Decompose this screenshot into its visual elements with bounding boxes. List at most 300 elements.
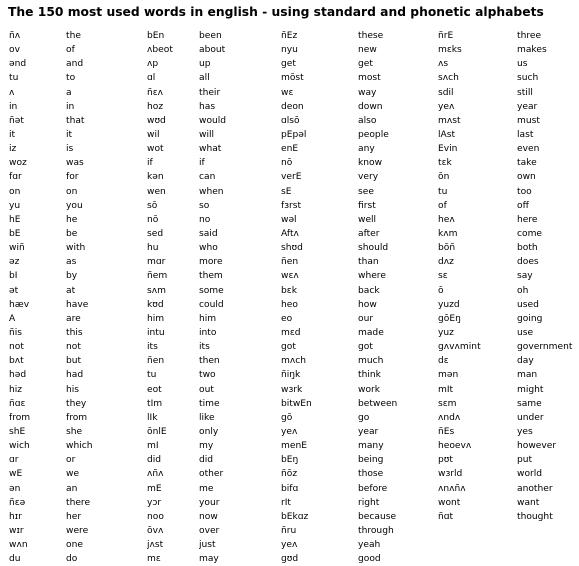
standard-word: under — [517, 412, 544, 423]
phonetic-word: wɛ — [281, 87, 294, 98]
phonetic-word: fɜrst — [281, 200, 302, 211]
standard-word: much — [358, 356, 384, 367]
phonetic-word: tu — [438, 186, 448, 197]
phonetic-word: bɛk — [281, 285, 297, 296]
phonetic-word: mɛks — [438, 45, 462, 56]
phonetic-word: ñʌ — [9, 31, 21, 41]
phonetic-word: mIt — [438, 384, 454, 395]
phonetic-word: yɔr — [147, 497, 162, 508]
standard-word: must — [517, 115, 540, 126]
phonetic-word: sō — [147, 200, 158, 211]
phonetic-word: həd — [9, 370, 27, 381]
phonetic-word: sed — [147, 228, 164, 239]
phonetic-word: sE — [281, 186, 292, 197]
standard-word: do — [66, 554, 78, 565]
phonetic-word: ñrE — [438, 31, 454, 41]
standard-word: might — [517, 384, 544, 395]
standard-word: see — [358, 186, 374, 197]
phonetic-word: ñen — [281, 257, 299, 268]
phonetic-word: it — [9, 129, 16, 140]
standard-word: been — [199, 31, 222, 41]
standard-word: way — [358, 87, 377, 98]
standard-word: oh — [517, 285, 529, 296]
phonetic-word: intu — [147, 327, 165, 338]
phonetic-word: wil — [147, 129, 160, 140]
phonetic-word: fɑr — [9, 172, 22, 183]
standard-word: may — [199, 554, 219, 565]
phonetic-word: lIk — [147, 412, 158, 423]
phonetic-word: on — [9, 186, 21, 197]
phonetic-word: gʊd — [281, 554, 299, 565]
phonetic-word: gʌvʌmint — [438, 342, 481, 353]
standard-word: so — [199, 200, 210, 211]
standard-word: which — [66, 441, 93, 452]
phonetic-word: rIt — [281, 497, 291, 508]
standard-word: our — [358, 313, 374, 324]
phonetic-word: did — [147, 455, 162, 466]
standard-word: all — [199, 73, 210, 84]
standard-word: have — [66, 299, 89, 310]
standard-word: being — [358, 455, 384, 466]
standard-word: another — [517, 483, 553, 494]
standard-word: where — [358, 271, 386, 282]
phonetic-word: ōnlE — [147, 426, 167, 437]
phonetic-word: mōst — [281, 73, 304, 84]
standard-word: than — [358, 257, 379, 268]
phonetic-word: verE — [281, 172, 302, 183]
phonetic-word: mE — [147, 483, 162, 494]
phonetic-word: ñiŋk — [281, 370, 301, 381]
phonetic-word: ət — [9, 285, 19, 296]
phonetic-word: deon — [281, 101, 304, 112]
phonetic-word: sɛ — [438, 271, 448, 282]
phonetic-word: sʌm — [147, 285, 166, 296]
standard-word: off — [517, 200, 529, 211]
phonetic-word: heoevʌ — [438, 441, 472, 452]
standard-word: out — [199, 384, 214, 395]
standard-word: does — [517, 257, 539, 268]
standard-word: were — [66, 525, 89, 536]
phonetic-word: get — [281, 59, 296, 70]
phonetic-word: ō — [438, 285, 444, 296]
standard-word: he — [66, 214, 78, 225]
phonetic-word: ʌp — [147, 59, 159, 70]
phonetic-word: ñɛə — [9, 497, 26, 508]
standard-word: that — [66, 115, 85, 126]
standard-word: an — [66, 483, 78, 494]
phonetic-word: wɜrld — [438, 469, 463, 480]
standard-word: other — [199, 469, 224, 480]
standard-word: can — [199, 172, 216, 183]
phonetic-word: mε — [147, 554, 161, 565]
phonetic-word: tɛk — [438, 158, 452, 169]
page-title: The 150 most used words in english - using standard and phonetic alphabets — [8, 5, 544, 19]
phonetic-word: bōñ — [438, 243, 456, 254]
phonetic-word: wʌn — [9, 540, 28, 551]
phonetic-word: tu — [9, 73, 19, 84]
phonetic-word: mən — [438, 370, 459, 381]
standard-word: you — [66, 200, 83, 211]
standard-word: even — [517, 144, 540, 155]
phonetic-word: wiñ — [9, 243, 25, 254]
phonetic-word: tu — [147, 370, 157, 381]
standard-word: now — [199, 511, 218, 522]
phonetic-word: tIm — [147, 398, 163, 409]
phonetic-word: ōvʌ — [147, 525, 164, 536]
phonetic-word: heʌ — [438, 214, 455, 225]
standard-word: its — [199, 342, 210, 353]
standard-word: into — [199, 327, 217, 338]
standard-word: going — [517, 313, 543, 324]
phonetic-word: bE — [9, 228, 21, 239]
standard-word: before — [358, 483, 388, 494]
standard-word: them — [199, 271, 223, 282]
standard-word: then — [199, 356, 220, 367]
standard-word: her — [66, 511, 82, 522]
standard-word: day — [517, 356, 534, 367]
phonetic-word: ñōz — [281, 469, 298, 480]
standard-word: not — [66, 342, 81, 353]
phonetic-word: ñis — [9, 327, 23, 338]
phonetic-word: wɜrk — [281, 384, 303, 395]
standard-word: your — [199, 497, 220, 508]
phonetic-word: gōEŋ — [438, 313, 461, 324]
standard-word: are — [66, 313, 81, 324]
phonetic-word: sdil — [438, 87, 454, 98]
standard-word: it — [66, 129, 73, 140]
standard-word: for — [66, 172, 79, 183]
phonetic-word: ʌñʌ — [147, 469, 164, 480]
standard-word: still — [517, 87, 533, 98]
standard-word: year — [358, 426, 379, 437]
phonetic-word: bʌt — [9, 356, 24, 367]
phonetic-word: ən — [9, 483, 21, 494]
standard-word: however — [517, 441, 557, 452]
standard-word: say — [517, 271, 533, 282]
phonetic-word: of — [438, 200, 447, 211]
standard-word: more — [199, 257, 223, 268]
phonetic-word: A — [9, 313, 16, 324]
phonetic-word: hE — [9, 214, 21, 225]
phonetic-word: ñEs — [438, 426, 455, 437]
standard-word: or — [66, 455, 76, 466]
standard-word: to — [66, 73, 76, 84]
standard-word: down — [358, 101, 383, 112]
standard-word: should — [358, 243, 389, 254]
standard-word: on — [66, 186, 78, 197]
phonetic-word: its — [147, 342, 158, 353]
phonetic-word: ɑl — [147, 73, 156, 84]
phonetic-word: gō — [281, 412, 293, 423]
standard-word: here — [517, 214, 538, 225]
phonetic-word: hɪr — [9, 511, 22, 522]
standard-word: but — [66, 356, 82, 367]
standard-word: own — [517, 172, 536, 183]
standard-word: same — [517, 398, 542, 409]
standard-word: both — [517, 243, 538, 254]
phonetic-word: wɛʌ — [281, 271, 299, 282]
standard-word: also — [358, 115, 377, 126]
standard-word: these — [358, 31, 384, 41]
phonetic-word: hiz — [9, 384, 23, 395]
phonetic-word: hæv — [9, 299, 30, 310]
phonetic-word: sɛm — [438, 398, 457, 409]
standard-word: work — [358, 384, 381, 395]
phonetic-word: ɑlsō — [281, 115, 300, 126]
standard-word: time — [199, 398, 220, 409]
standard-word: and — [66, 59, 84, 70]
standard-word: who — [199, 243, 218, 254]
phonetic-word: ʌ — [9, 87, 15, 98]
standard-word: year — [517, 101, 538, 112]
standard-word: go — [358, 412, 370, 423]
standard-word: man — [517, 370, 538, 381]
standard-word: government — [517, 342, 573, 353]
standard-word: had — [66, 370, 84, 381]
phonetic-word: wəl — [281, 214, 297, 225]
standard-word: want — [517, 497, 540, 508]
standard-word: a — [66, 87, 72, 98]
phonetic-word: wɪr — [9, 525, 24, 536]
phonetic-word: noo — [147, 511, 164, 522]
standard-word: will — [199, 129, 215, 140]
standard-word: thought — [517, 511, 553, 522]
phonetic-word: mɑr — [147, 257, 166, 268]
phonetic-word: from — [9, 412, 31, 423]
standard-word: has — [199, 101, 216, 112]
phonetic-word: dɛ — [438, 356, 449, 367]
standard-word: as — [66, 257, 77, 268]
phonetic-word: Evin — [438, 144, 458, 155]
standard-word: new — [358, 45, 377, 56]
standard-word: use — [517, 327, 534, 338]
standard-word: world — [517, 469, 543, 480]
phonetic-word: yu — [9, 200, 21, 211]
standard-word: very — [358, 172, 379, 183]
standard-word: did — [199, 455, 214, 466]
phonetic-word: yeʌ — [281, 426, 298, 437]
phonetic-word: ñem — [147, 271, 168, 282]
standard-word: would — [199, 115, 227, 126]
standard-word: about — [199, 45, 226, 56]
phonetic-word: ʌnʌñʌ — [438, 483, 466, 494]
standard-word: this — [66, 327, 83, 338]
standard-word: makes — [517, 45, 547, 56]
phonetic-word: shE — [9, 426, 26, 437]
phonetic-word: mʌst — [438, 115, 461, 126]
phonetic-word: heo — [281, 299, 298, 310]
phonetic-word: bEkɑz — [281, 511, 309, 522]
phonetic-word: menE — [281, 441, 307, 452]
standard-word: good — [358, 554, 381, 565]
phonetic-word: pʊt — [438, 455, 453, 466]
standard-word: at — [66, 285, 76, 296]
phonetic-word: ñɛʌ — [147, 87, 164, 98]
phonetic-word: wʊd — [147, 115, 166, 126]
standard-word: they — [66, 398, 87, 409]
phonetic-word: ʌs — [438, 59, 449, 70]
phonetic-word: ñɑt — [438, 511, 454, 522]
standard-word: got — [358, 342, 373, 353]
word-table — [0, 29, 579, 565]
phonetic-word: mɛd — [281, 327, 301, 338]
standard-word: us — [517, 59, 528, 70]
standard-word: be — [66, 228, 78, 239]
standard-word: think — [358, 370, 381, 381]
phonetic-word: nō — [281, 158, 293, 169]
phonetic-word: mʌсh — [281, 356, 307, 367]
standard-word: because — [358, 511, 397, 522]
phonetic-word: eo — [281, 313, 293, 324]
phonetic-word: kʌm — [438, 228, 458, 239]
phonetic-word: bEn — [147, 31, 165, 41]
standard-word: said — [199, 228, 218, 239]
standard-word: well — [358, 214, 377, 225]
standard-word: three — [517, 31, 542, 41]
phonetic-word: wot — [147, 144, 164, 155]
phonetic-word: ʌbeot — [147, 45, 173, 56]
phonetic-word: dʌz — [438, 257, 454, 268]
standard-column-4 — [517, 29, 579, 524]
phonetic-word: du — [9, 554, 21, 565]
standard-word: my — [199, 441, 214, 452]
phonetic-word: yuz — [438, 327, 454, 338]
standard-word: between — [358, 398, 398, 409]
phonetic-word: pEpəl — [281, 129, 307, 140]
standard-word: come — [517, 228, 543, 239]
phonetic-word: ɑr — [9, 455, 19, 466]
standard-word: the — [66, 31, 81, 41]
standard-word: such — [517, 73, 539, 84]
phonetic-word: ñɑɛ — [9, 398, 26, 409]
phonetic-word: ənd — [9, 59, 27, 70]
standard-word: when — [199, 186, 224, 197]
phonetic-word: ñət — [9, 115, 24, 126]
standard-word: one — [66, 540, 83, 551]
standard-word: there — [66, 497, 91, 508]
standard-word: just — [199, 540, 216, 551]
phonetic-word: in — [9, 101, 18, 112]
standard-word: get — [358, 59, 373, 70]
standard-word: some — [199, 285, 224, 296]
phonetic-word: not — [9, 342, 24, 353]
phonetic-word: if — [147, 158, 153, 169]
phonetic-word: nyu — [281, 45, 298, 56]
standard-word: is — [66, 144, 74, 155]
phonetic-word: shʊd — [281, 243, 303, 254]
phonetic-word: lAst — [438, 129, 456, 140]
phonetic-word: wiсh — [9, 441, 30, 452]
standard-word: his — [66, 384, 80, 395]
standard-word: put — [517, 455, 533, 466]
phonetic-word: iz — [9, 144, 17, 155]
phonetic-word: bitwEn — [281, 398, 312, 409]
standard-word: most — [358, 73, 381, 84]
standard-word: right — [358, 497, 380, 508]
standard-word: made — [358, 327, 384, 338]
standard-word: how — [358, 299, 377, 310]
standard-word: take — [517, 158, 537, 169]
standard-word: no — [199, 214, 211, 225]
phonetic-word: Aftʌ — [281, 228, 299, 239]
standard-word: back — [358, 285, 380, 296]
standard-word: if — [199, 158, 205, 169]
standard-word: first — [358, 200, 376, 211]
phonetic-word: yeʌ — [438, 101, 455, 112]
standard-word: too — [517, 186, 532, 197]
standard-word: like — [199, 412, 215, 423]
standard-column-2 — [199, 29, 294, 566]
phonetic-word: ʌndʌ — [438, 412, 461, 423]
phonetic-word: wont — [438, 497, 461, 508]
standard-word: those — [358, 469, 384, 480]
standard-word: she — [66, 426, 83, 437]
phonetic-word: ñen — [147, 356, 165, 367]
phonetic-word: mI — [147, 441, 159, 452]
standard-word: last — [517, 129, 534, 140]
standard-word: know — [358, 158, 383, 169]
standard-word: me — [199, 483, 214, 494]
phonetic-word: hoz — [147, 101, 164, 112]
standard-word: with — [66, 243, 86, 254]
phonetic-word: ñru — [281, 525, 297, 536]
standard-word: after — [358, 228, 380, 239]
standard-word: up — [199, 59, 211, 70]
standard-word: used — [517, 299, 539, 310]
phonetic-word: kʊd — [147, 299, 164, 310]
phonetic-word: bEŋ — [281, 455, 299, 466]
standard-word: their — [199, 87, 221, 98]
phonetic-word: got — [281, 342, 296, 353]
phonetic-word: woz — [9, 158, 27, 169]
standard-word: what — [199, 144, 222, 155]
standard-word: in — [66, 101, 75, 112]
phonetic-word: eot — [147, 384, 162, 395]
phonetic-word: əz — [9, 257, 20, 268]
phonetic-word: ōn — [438, 172, 450, 183]
standard-word: two — [199, 370, 216, 381]
standard-word: yes — [517, 426, 533, 437]
phonetic-word: nō — [147, 214, 159, 225]
phonetic-word: him — [147, 313, 165, 324]
standard-word: people — [358, 129, 389, 140]
standard-word: of — [66, 45, 75, 56]
standard-word: over — [199, 525, 220, 536]
standard-word: through — [358, 525, 394, 536]
standard-word: many — [358, 441, 384, 452]
phonetic-word: kən — [147, 172, 164, 183]
phonetic-word: jʌst — [147, 540, 164, 551]
phonetic-word: yuzd — [438, 299, 460, 310]
standard-word: we — [66, 469, 80, 480]
standard-word: him — [199, 313, 217, 324]
standard-word: yeah — [358, 540, 381, 551]
phonetic-word: bI — [9, 271, 18, 282]
standard-word: by — [66, 271, 78, 282]
phonetic-word: ov — [9, 45, 20, 56]
phonetic-word: enE — [281, 144, 299, 155]
standard-word: any — [358, 144, 375, 155]
standard-word: only — [199, 426, 219, 437]
phonetic-word: hu — [147, 243, 159, 254]
standard-word: from — [66, 412, 88, 423]
phonetic-word: yeʌ — [281, 540, 298, 551]
phonetic-word: sʌсh — [438, 73, 459, 84]
standard-word: could — [199, 299, 224, 310]
standard-word: was — [66, 158, 84, 169]
phonetic-word: ñEz — [281, 31, 298, 41]
phonetic-word: wen — [147, 186, 166, 197]
